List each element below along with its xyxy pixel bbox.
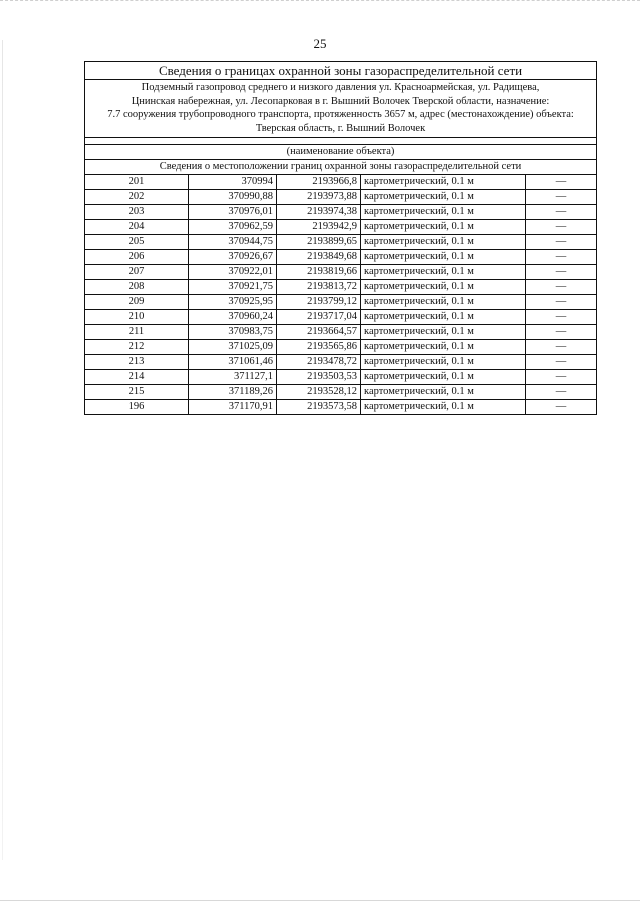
method-accuracy-cell: картометрический, 0.1 м xyxy=(361,280,526,295)
table-row xyxy=(85,190,597,205)
y-coordinate-cell: 2193974,38 xyxy=(277,205,361,220)
table-row xyxy=(85,265,597,280)
x-coordinate-cell: 371127,1 xyxy=(189,370,277,385)
table-row xyxy=(85,205,597,220)
note-cell: — xyxy=(526,190,597,205)
x-coordinate-cell: 370926,67 xyxy=(189,250,277,265)
object-description-row xyxy=(85,80,597,138)
y-coordinate-cell: 2193717,04 xyxy=(277,310,361,325)
x-coordinate-cell: 370925,95 xyxy=(189,295,277,310)
object-line: 7.7 сооружения трубопроводного транспорта, протяженность 3657 м, адрес (местонахождение) объекта: xyxy=(107,109,574,120)
note-cell: — xyxy=(526,280,597,295)
method-accuracy-cell: картометрический, 0.1 м xyxy=(361,355,526,370)
method-accuracy-cell: картометрический, 0.1 м xyxy=(361,205,526,220)
method-accuracy-cell: картометрический, 0.1 м xyxy=(361,370,526,385)
x-coordinate-cell: 370962,59 xyxy=(189,220,277,235)
point-number-cell: 215 xyxy=(85,385,189,400)
table-row xyxy=(85,280,597,295)
table-body xyxy=(85,62,597,415)
method-accuracy-cell: картометрический, 0.1 м xyxy=(361,175,526,190)
location-caption-row xyxy=(85,160,597,175)
table-row xyxy=(85,235,597,250)
note-cell: — xyxy=(526,340,597,355)
point-number-cell: 214 xyxy=(85,370,189,385)
object-line: Цнинская набережная, ул. Лесопарковая в г. Вышний Волочек Тверской области, назначение: xyxy=(131,95,550,107)
method-accuracy-cell: картометрический, 0.1 м xyxy=(361,400,526,415)
x-coordinate-cell: 371189,26 xyxy=(189,385,277,400)
scan-edge-bottom xyxy=(0,900,640,901)
table-row xyxy=(85,310,597,325)
x-coordinate-cell: 370922,01 xyxy=(189,265,277,280)
y-coordinate-cell: 2193573,58 xyxy=(277,400,361,415)
x-coordinate-cell: 370921,75 xyxy=(189,280,277,295)
y-coordinate-cell: 2193899,65 xyxy=(277,235,361,250)
x-coordinate-cell: 370944,75 xyxy=(189,235,277,250)
point-number-cell: 209 xyxy=(85,295,189,310)
note-cell: — xyxy=(526,295,597,310)
method-accuracy-cell: картометрический, 0.1 м xyxy=(361,190,526,205)
method-accuracy-cell: картометрический, 0.1 м xyxy=(361,235,526,250)
method-accuracy-cell: картометрический, 0.1 м xyxy=(361,250,526,265)
object-caption-row xyxy=(85,145,597,160)
x-coordinate-cell: 370994 xyxy=(189,175,277,190)
object-line: Тверская область, г. Вышний Волочек xyxy=(255,122,426,134)
y-coordinate-cell: 2193819,66 xyxy=(277,265,361,280)
object-line: Подземный газопровод среднего и низкого давления ул. Красноармейская, ул. Радищева, xyxy=(141,82,540,93)
x-coordinate-cell: 370960,24 xyxy=(189,310,277,325)
spacer-cell xyxy=(85,138,597,145)
method-accuracy-cell: картометрический, 0.1 м xyxy=(361,310,526,325)
note-cell: — xyxy=(526,235,597,250)
method-accuracy-cell: картометрический, 0.1 м xyxy=(361,295,526,310)
method-accuracy-cell: картометрический, 0.1 м xyxy=(361,220,526,235)
table-row xyxy=(85,220,597,235)
note-cell: — xyxy=(526,310,597,325)
table-row xyxy=(85,295,597,310)
point-number-cell: 211 xyxy=(85,325,189,340)
object-caption: (наименование объекта) xyxy=(85,145,597,160)
protection-zone-table xyxy=(84,61,597,415)
table-row xyxy=(85,340,597,355)
method-accuracy-cell: картометрический, 0.1 м xyxy=(361,340,526,355)
x-coordinate-cell: 371170,91 xyxy=(189,400,277,415)
table-row xyxy=(85,370,597,385)
note-cell: — xyxy=(526,175,597,190)
note-cell: — xyxy=(526,370,597,385)
note-cell: — xyxy=(526,355,597,370)
table-row xyxy=(85,400,597,415)
method-accuracy-cell: картометрический, 0.1 м xyxy=(361,325,526,340)
point-number-cell: 210 xyxy=(85,310,189,325)
y-coordinate-cell: 2193503,53 xyxy=(277,370,361,385)
y-coordinate-cell: 2193973,88 xyxy=(277,190,361,205)
y-coordinate-cell: 2193942,9 xyxy=(277,220,361,235)
note-cell: — xyxy=(526,265,597,280)
note-cell: — xyxy=(526,385,597,400)
point-number-cell: 203 xyxy=(85,205,189,220)
x-coordinate-cell: 371025,09 xyxy=(189,340,277,355)
location-caption: Сведения о местоположении границ охранной зоны газораспределительной сети xyxy=(85,160,597,175)
note-cell: — xyxy=(526,400,597,415)
point-number-cell: 212 xyxy=(85,340,189,355)
point-number-cell: 208 xyxy=(85,280,189,295)
x-coordinate-cell: 370990,88 xyxy=(189,190,277,205)
point-number-cell: 196 xyxy=(85,400,189,415)
y-coordinate-cell: 2193966,8 xyxy=(277,175,361,190)
note-cell: — xyxy=(526,250,597,265)
note-cell: — xyxy=(526,220,597,235)
object-description xyxy=(85,80,597,138)
table-row xyxy=(85,250,597,265)
point-number-cell: 201 xyxy=(85,175,189,190)
scan-edge-left xyxy=(2,40,3,860)
table-row xyxy=(85,385,597,400)
spacer-row xyxy=(85,138,597,145)
x-coordinate-cell: 370983,75 xyxy=(189,325,277,340)
table-title: Сведения о границах охранной зоны газораспределительной сети xyxy=(85,62,597,80)
method-accuracy-cell: картометрический, 0.1 м xyxy=(361,265,526,280)
y-coordinate-cell: 2193528,12 xyxy=(277,385,361,400)
x-coordinate-cell: 370976,01 xyxy=(189,205,277,220)
title-row xyxy=(85,62,597,80)
note-cell: — xyxy=(526,325,597,340)
y-coordinate-cell: 2193565,86 xyxy=(277,340,361,355)
y-coordinate-cell: 2193664,57 xyxy=(277,325,361,340)
point-number-cell: 206 xyxy=(85,250,189,265)
scan-edge-top xyxy=(0,0,640,3)
y-coordinate-cell: 2193799,12 xyxy=(277,295,361,310)
page-number: 25 xyxy=(313,36,327,51)
table-row xyxy=(85,175,597,190)
table-row xyxy=(85,355,597,370)
y-coordinate-cell: 2193478,72 xyxy=(277,355,361,370)
point-number-cell: 207 xyxy=(85,265,189,280)
point-number-cell: 205 xyxy=(85,235,189,250)
point-number-cell: 204 xyxy=(85,220,189,235)
note-cell: — xyxy=(526,205,597,220)
method-accuracy-cell: картометрический, 0.1 м xyxy=(361,385,526,400)
table-row xyxy=(85,325,597,340)
point-number-cell: 213 xyxy=(85,355,189,370)
y-coordinate-cell: 2193849,68 xyxy=(277,250,361,265)
point-number-cell: 202 xyxy=(85,190,189,205)
x-coordinate-cell: 371061,46 xyxy=(189,355,277,370)
y-coordinate-cell: 2193813,72 xyxy=(277,280,361,295)
